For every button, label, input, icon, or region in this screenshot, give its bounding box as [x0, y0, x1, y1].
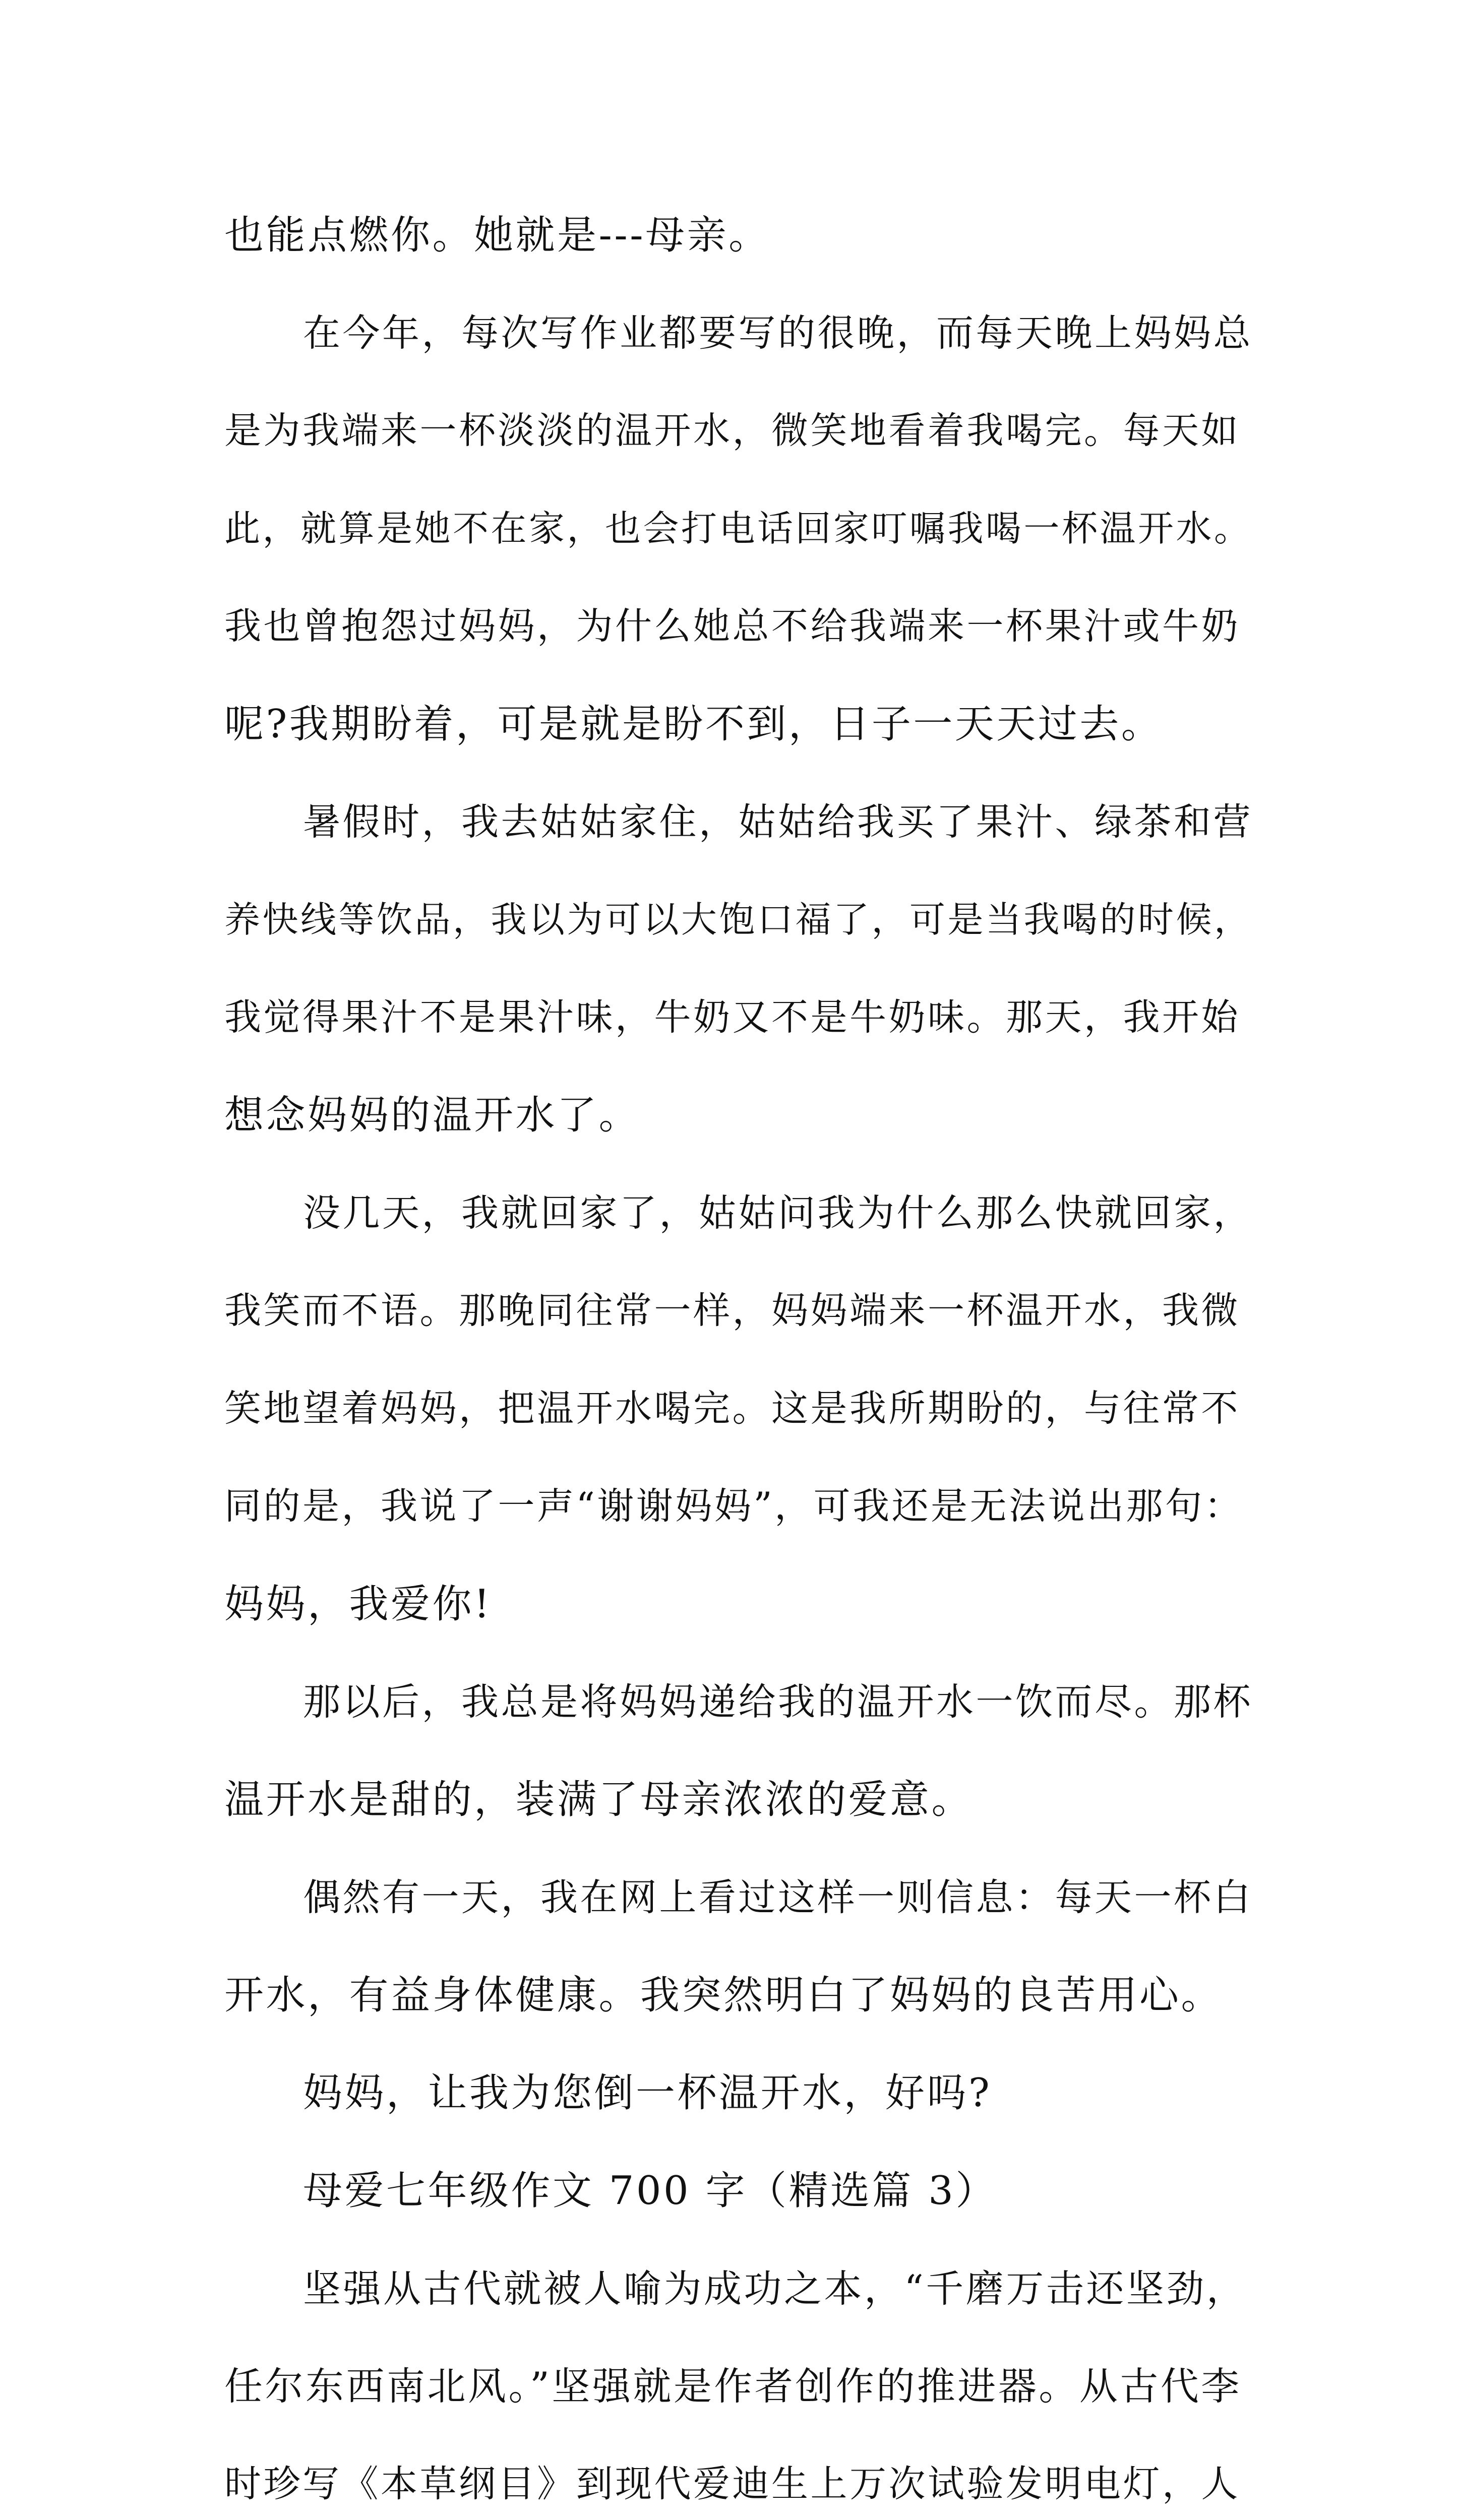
text-line: 在今年，每次写作业都要写的很晚，而每天晚上妈妈总 [303, 311, 1253, 355]
text-line: 也能点燃你。她就是---母亲。 [224, 213, 770, 258]
text-line: 任尔东西南北风。”坚强就是作者创作的推进器。从古代李 [224, 2364, 1242, 2409]
text-line: 妈妈，我爱你! [224, 1582, 492, 1627]
text-line: 温开水是甜的，装满了母亲浓浓的爱意。 [224, 1777, 974, 1822]
text-line: 是为我端来一杯淡淡的温开水，微笑地看着我喝完。每天如 [224, 409, 1240, 452]
text-line: 时珍写《本草纲目》到现代爱迪生上万次试验发明电灯，人 [224, 2463, 1240, 2505]
text-line: 坚强从古代就被人喻为成功之本，“千磨万击还坚劲， [303, 2266, 1247, 2311]
text-line: 没几天，我就回家了，姑姑问我为什么那么快就回家， [303, 1191, 1253, 1235]
text-line: 妈妈，让我为您倒一杯温开水，好吗? [303, 2070, 992, 2116]
text-line: 呢?我期盼着，可是就是盼不到，日子一天天过去。 [224, 702, 1163, 747]
text-line: 母爱七年级作文 700 字（精选篇 3） [303, 2168, 997, 2214]
text-line: 那以后，我总是将妈妈递给我的温开水一饮而尽。那杯 [303, 1680, 1253, 1724]
text-line: 我笑而不语。那晚同往常一样，妈妈端来一杯温开水，我微 [224, 1289, 1240, 1332]
text-line: 想念妈妈的温开水了。 [224, 1093, 641, 1138]
text-line: 偶然有一天，我在网上看过这样一则信息：每天一杯白 [303, 1876, 1253, 1919]
text-line: 笑地望着妈妈，把温开水喝完。这是我所期盼的，与往常不 [224, 1387, 1240, 1430]
text-line: 同的是，我说了一声“谢谢妈妈”，可我还是无法说出那句： [224, 1485, 1244, 1528]
text-line: 我也曾抱怨过妈妈，为什么她总不给我端来一杯果汁或牛奶 [224, 605, 1240, 648]
text-line: 此，就算是她不在家，也会打电话回家叮嘱我喝一杯温开水。 [224, 508, 1252, 549]
text-line: 暑假时，我去姑姑家住，姑姑给我买了果汁、绿茶和营 [303, 800, 1253, 844]
text-line: 开水，有益身体健康。我突然明白了妈妈的良苦用心。 [224, 1973, 1223, 2018]
text-line: 我觉得果汁不是果汁味，牛奶又不是牛奶味。那天，我开始 [224, 996, 1240, 1039]
essay-body [224, 186, 1253, 2520]
text-line: 养快线等饮品，我以为可以大饱口福了，可是当我喝的时候， [224, 899, 1252, 940]
